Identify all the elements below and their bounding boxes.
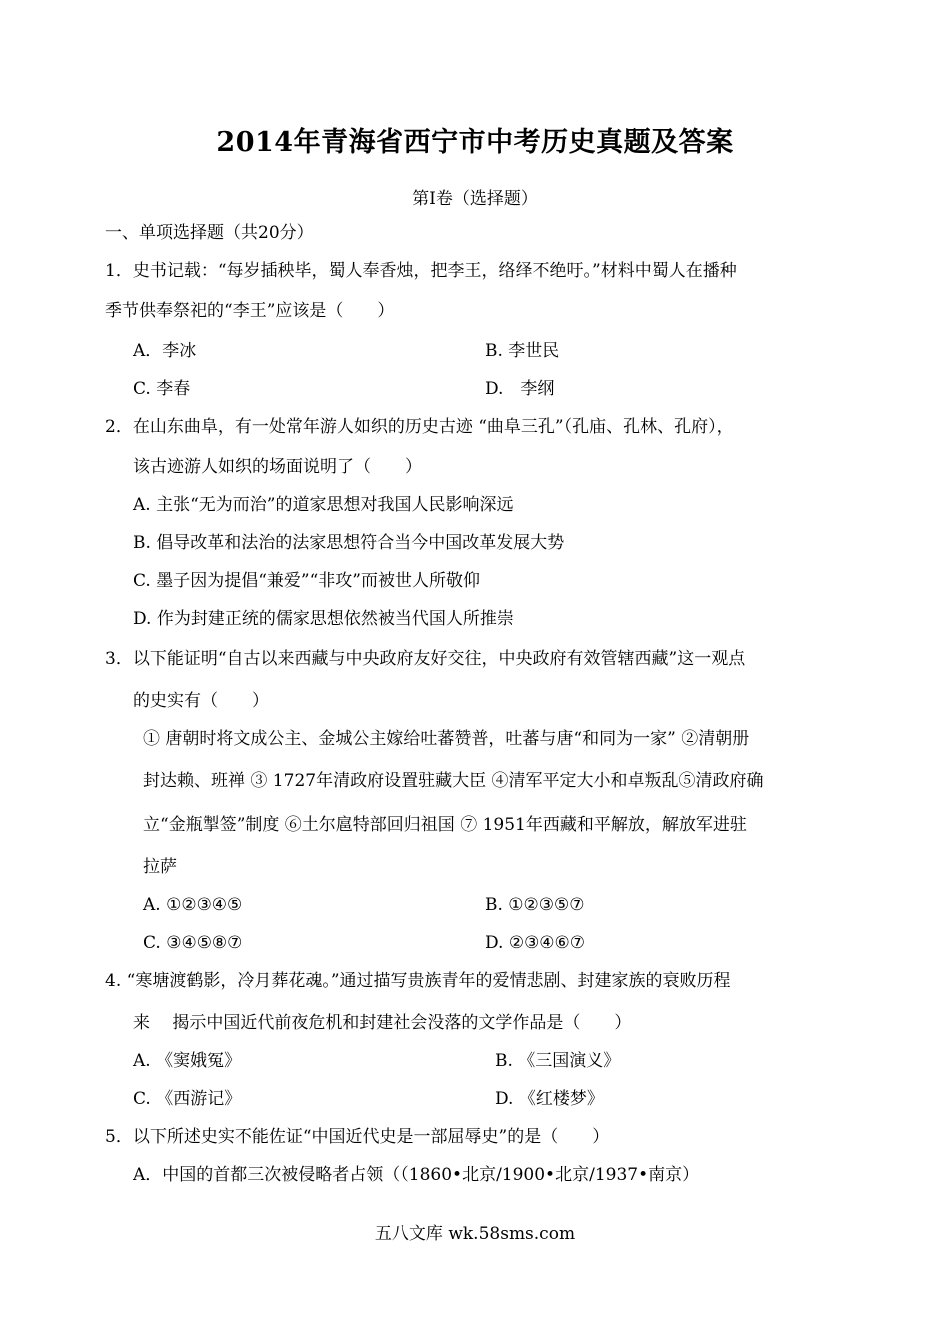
q2-option-d: D. 作为封建正统的儒家思想依然被当代国人所推崇 — [133, 609, 514, 629]
q4-option-b: B. 《三国演义》 — [495, 1051, 621, 1071]
q2-option-b: B. 倡导改革和法治的法家思想符合当今中国改革发展大势 — [133, 533, 565, 553]
q4-stem-line1: 4. “寒塘渡鹤影，冷月葬花魂。”通过描写贵族青年的爱情悲剧、封建家族的衰败历程 — [105, 971, 731, 991]
q1-option-c: C. 李春 — [133, 379, 191, 399]
q2-stem-line2: 该古迹游人如织的场面说明了（ ） — [133, 457, 422, 477]
q4-option-d: D. 《红楼梦》 — [495, 1089, 604, 1109]
q4-option-a: A. 《窦娥冤》 — [133, 1051, 242, 1071]
page-footer: 五八文库 wk.58sms.com — [374, 1224, 576, 1244]
q1-option-d: D. 李纲 — [485, 379, 555, 399]
q3-item-line2: 封达赖、班禅 ③ 1727年清政府设置驻藏大臣 ④清军平定大小和卓叛乱⑤清政府确 — [143, 771, 764, 791]
q5-option-a: A．中国的首都三次被侵略者占领（（1860•北京/1900•北京/1937•南京） — [133, 1165, 700, 1185]
q1-option-b: B. 李世民 — [485, 341, 560, 361]
q3-item-line3: 立“金瓶掣签”制度 ⑥土尔扈特部回归祖国 ⑦ 1951年西藏和平解放，解放军进驻 — [143, 815, 747, 835]
section-heading: 一、单项选择题（共20分） — [105, 223, 314, 243]
q1-stem-line1: 1．史书记载：“每岁插秧毕，蜀人奉香烛，把李王，络绎不绝吁。”材料中蜀人在播种 — [105, 261, 737, 281]
q3-option-a: A. ①②③④⑤ — [143, 895, 243, 915]
q1-stem-line2: 季节供奉祭祀的“李王”应该是（ ） — [105, 301, 395, 321]
q2-option-a: A. 主张“无为而治”的道家思想对我国人民影响深远 — [133, 495, 514, 515]
q3-stem-line1: 3．以下能证明“自古以来西藏与中央政府友好交往，中央政府有效管辖西藏”这一观点 — [105, 649, 746, 669]
document-title: 2014年青海省西宁市中考历史真题及答案 — [216, 127, 734, 158]
q2-stem-line1: 2．在山东曲阜，有一处常年游人如织的历史古迹 “曲阜三孔”（孔庙、孔林、孔府）， — [105, 417, 734, 437]
q2-option-c: C. 墨子因为提倡“兼爱”“非攻”而被世人所敬仰 — [133, 571, 480, 591]
q4-stem-line2: 来 揭示中国近代前夜危机和封建社会没落的文学作品是（ ） — [133, 1013, 632, 1033]
q3-stem-line2: 的史实有（ ） — [133, 691, 269, 711]
q4-option-c: C. 《西游记》 — [133, 1089, 242, 1109]
q3-option-b: B. ①②③⑤⑦ — [485, 895, 585, 915]
q3-item-line1: ① 唐朝时将文成公主、金城公主嫁给吐蕃赞普，吐蕃与唐“和同为一家” ②清朝册 — [143, 729, 750, 749]
paper-part-heading: 第Ⅰ卷（选择题） — [412, 189, 538, 209]
q5-stem-line1: 5．以下所述史实不能佐证“中国近代史是一部屈辱史”的是（ ） — [105, 1127, 610, 1147]
q3-option-c: C. ③④⑤⑧⑦ — [143, 933, 243, 953]
q1-option-a: A．李冰 — [133, 341, 197, 361]
q3-item-line4: 拉萨 — [143, 857, 177, 877]
q3-option-d: D. ②③④⑥⑦ — [485, 933, 586, 953]
